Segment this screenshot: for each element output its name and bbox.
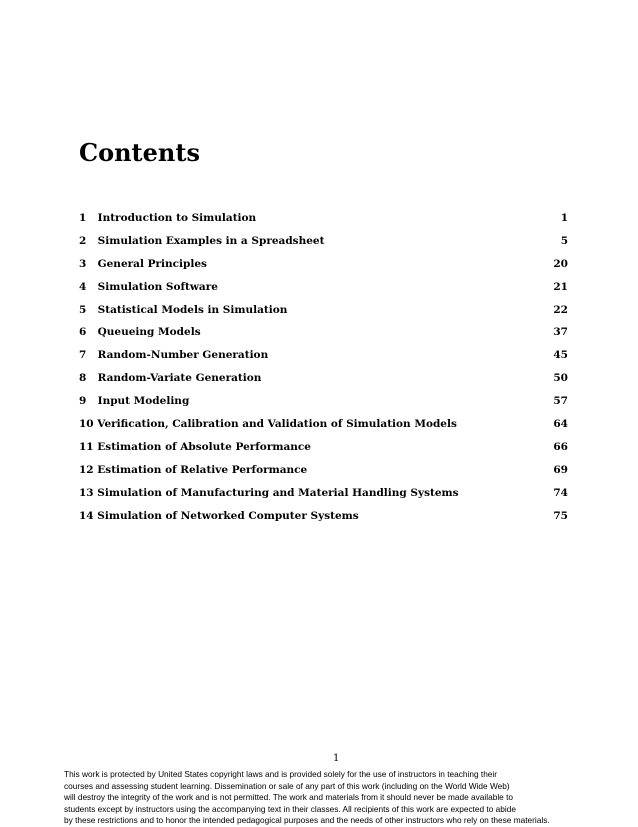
toc-entry-number: 1 [79,212,87,224]
page-number: 1 [333,753,340,764]
toc-entry[interactable] [79,487,568,510]
toc-entry-title: Simulation of Networked Computer Systems [97,509,359,522]
toc-entry[interactable] [79,464,568,487]
table-of-contents [79,212,568,532]
toc-entry-title: Estimation of Absolute Performance [97,440,311,453]
toc-entry[interactable] [79,441,568,464]
toc-entry-page: 74 [553,486,568,499]
toc-entry[interactable] [79,258,568,281]
toc-entry-number: 10 [79,418,94,431]
toc-entry[interactable] [79,395,568,418]
toc-entry-page: 69 [553,463,568,476]
toc-entry-number: 2 [79,234,87,247]
toc-entry-page: 5 [560,234,568,247]
toc-entry-number: 4 [79,280,87,293]
toc-entry-number: 5 [79,303,87,316]
toc-entry[interactable] [79,304,568,327]
toc-entry-page: 22 [553,303,568,316]
toc-entry-title: Queueing Models [97,326,201,339]
toc-entry-page: 37 [553,326,568,339]
toc-entry[interactable] [79,510,568,533]
toc-entry-title: General Principles [97,257,207,270]
toc-entry-title: Simulation Examples in a Spreadsheet [97,234,325,247]
toc-entry-title: Introduction to Simulation [97,212,257,224]
toc-entry-number: 7 [79,349,87,362]
copyright-line: will destroy the integrity of the work and is not permitted. The work and materials from it should never be made available to [64,792,514,802]
toc-entry[interactable] [79,212,568,235]
toc-entry[interactable] [79,418,568,441]
toc-entry-page: 57 [553,395,568,408]
toc-entry-title: Statistical Models in Simulation [97,303,288,316]
toc-entry-page: 1 [560,212,568,224]
copyright-line: This work is protected by United States copyright laws and is provided solely for the use of instructors in teaching their [64,769,498,779]
toc-entry-number: 11 [79,440,94,453]
toc-entry-number: 9 [79,395,87,408]
copyright-line: students except by instructors using the accompanying text in their classes. All recipients of this work are expected to abide [64,803,516,814]
toc-entry-page: 75 [553,509,568,522]
toc-entry-title: Input Modeling [97,395,190,408]
toc-entry-number: 14 [79,509,94,522]
toc-entry[interactable] [79,281,568,304]
toc-entry-number: 6 [79,326,87,339]
toc-entry[interactable] [79,235,568,258]
toc-entry[interactable] [79,372,568,395]
toc-entry[interactable] [79,326,568,349]
toc-entry-number: 8 [79,372,87,385]
toc-entry-page: 66 [553,440,568,453]
page-title: Contents [79,138,200,167]
toc-entry-title: Random-Number Generation [97,349,269,362]
toc-entry-number: 3 [79,257,87,270]
toc-entry-title: Estimation of Relative Performance [97,463,308,476]
toc-entry-title: Simulation of Manufacturing and Material Handling Systems [97,486,459,499]
copyright-notice [64,769,584,827]
toc-entry-page: 21 [553,280,568,293]
toc-entry[interactable] [79,349,568,372]
toc-entry-title: Simulation Software [97,280,218,293]
toc-entry-number: 13 [79,486,94,499]
copyright-line: by these restrictions and to honor the intended pedagogical purposes and the needs of other instructors who rely on these materials. [64,815,550,825]
toc-entry-title: Random-Variate Generation [97,372,262,385]
toc-entry-page: 50 [553,372,568,385]
copyright-line: courses and assessing student learning. Dissemination or sale of any part of this work (including on the World Wide Web) [64,780,510,791]
toc-entry-page: 45 [553,349,568,362]
toc-entry-title: Verification, Calibration and Validation of Simulation Models [97,418,457,431]
toc-entry-number: 12 [79,463,94,476]
toc-entry-page: 20 [553,257,568,270]
toc-entry-page: 64 [553,418,568,431]
